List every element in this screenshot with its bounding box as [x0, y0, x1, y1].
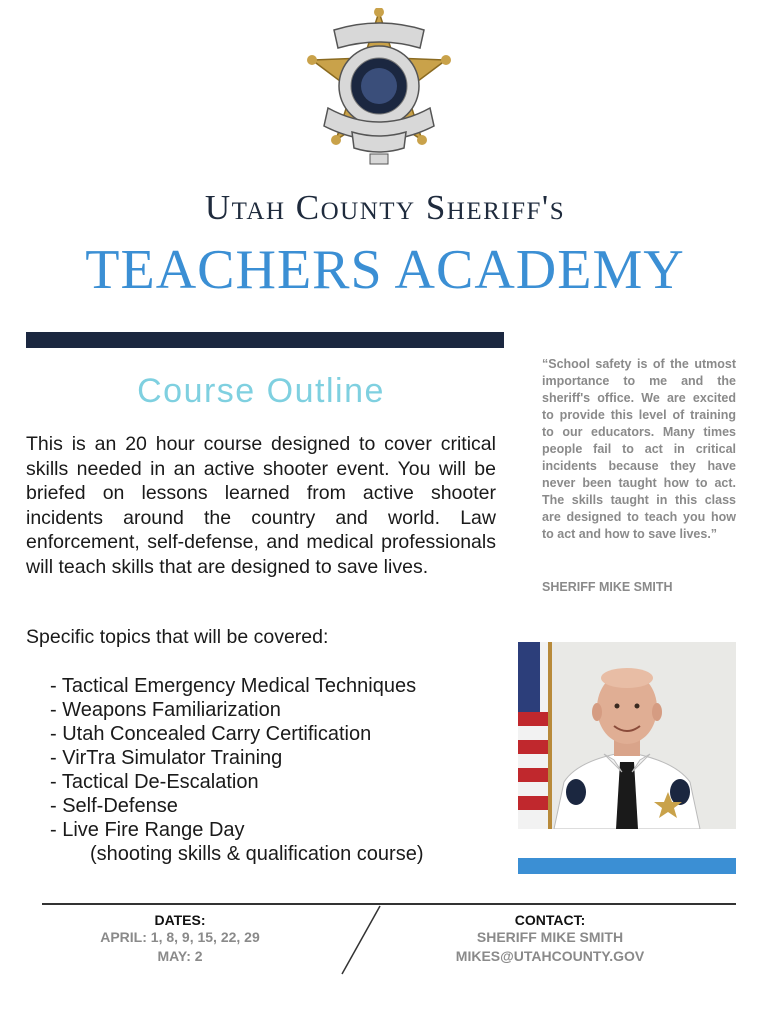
topic-note: (shooting skills & qualification course) — [90, 843, 424, 865]
contact-name: SHERIFF MIKE SMITH — [476, 929, 624, 945]
course-outline-heading: Course Outline — [137, 372, 385, 410]
sheriff-quote: “School safety is of the utmost importance to me and the sheriff's office. We are excited to provide this level of training to our educators. Many times people fail to act in critical incidents because they have never been taught how to act. The skills taught in this class are designed to teach you how to act and how to save lives.” — [542, 357, 736, 541]
footer-slash-divider — [336, 904, 386, 976]
dates-label: DATES: — [154, 912, 206, 928]
contact-label: CONTACT: — [514, 912, 586, 928]
list-item: - Live Fire Range Day — [50, 819, 245, 841]
course-description: This is an 20 hour course designed to cover critical skills needed in an active shooter event. You will be briefed on lessons learned from active shooter incidents around the country and world. Law enforcement, self-defense, and medical professionals will teach skills that are designed to save lives. — [26, 433, 496, 578]
list-item: - Self-Defense — [50, 795, 178, 817]
footer-divider — [42, 903, 736, 905]
dates-may: MAY: 2 — [157, 948, 203, 964]
list-item: - Tactical De-Escalation — [50, 771, 259, 793]
topics-heading: Specific topics that will be covered: — [26, 626, 329, 648]
page-subtitle: TEACHERS ACADEMY — [85, 239, 685, 301]
page-title: Utah County Sheriff's — [204, 188, 566, 227]
dates-april: APRIL: 1, 8, 9, 15, 22, 29 — [100, 929, 260, 945]
quote-author: SHERIFF MIKE SMITH — [542, 580, 673, 594]
section-divider-bar — [26, 332, 504, 348]
topic-list — [50, 674, 500, 866]
list-item: - VirTra Simulator Training — [50, 747, 283, 769]
list-item: - Weapons Familiarization — [50, 699, 281, 721]
contact-email[interactable]: MIKES@UTAHCOUNTY.GOV — [455, 948, 645, 964]
contact-block — [440, 912, 660, 966]
list-item: - Utah Concealed Carry Certification — [50, 723, 372, 745]
sheriff-portrait-photo — [518, 642, 736, 829]
list-item: - Tactical Emergency Medical Techniques — [50, 675, 417, 697]
photo-accent-bar — [518, 858, 736, 874]
dates-block — [80, 912, 280, 966]
sheriff-badge-logo — [298, 8, 460, 174]
